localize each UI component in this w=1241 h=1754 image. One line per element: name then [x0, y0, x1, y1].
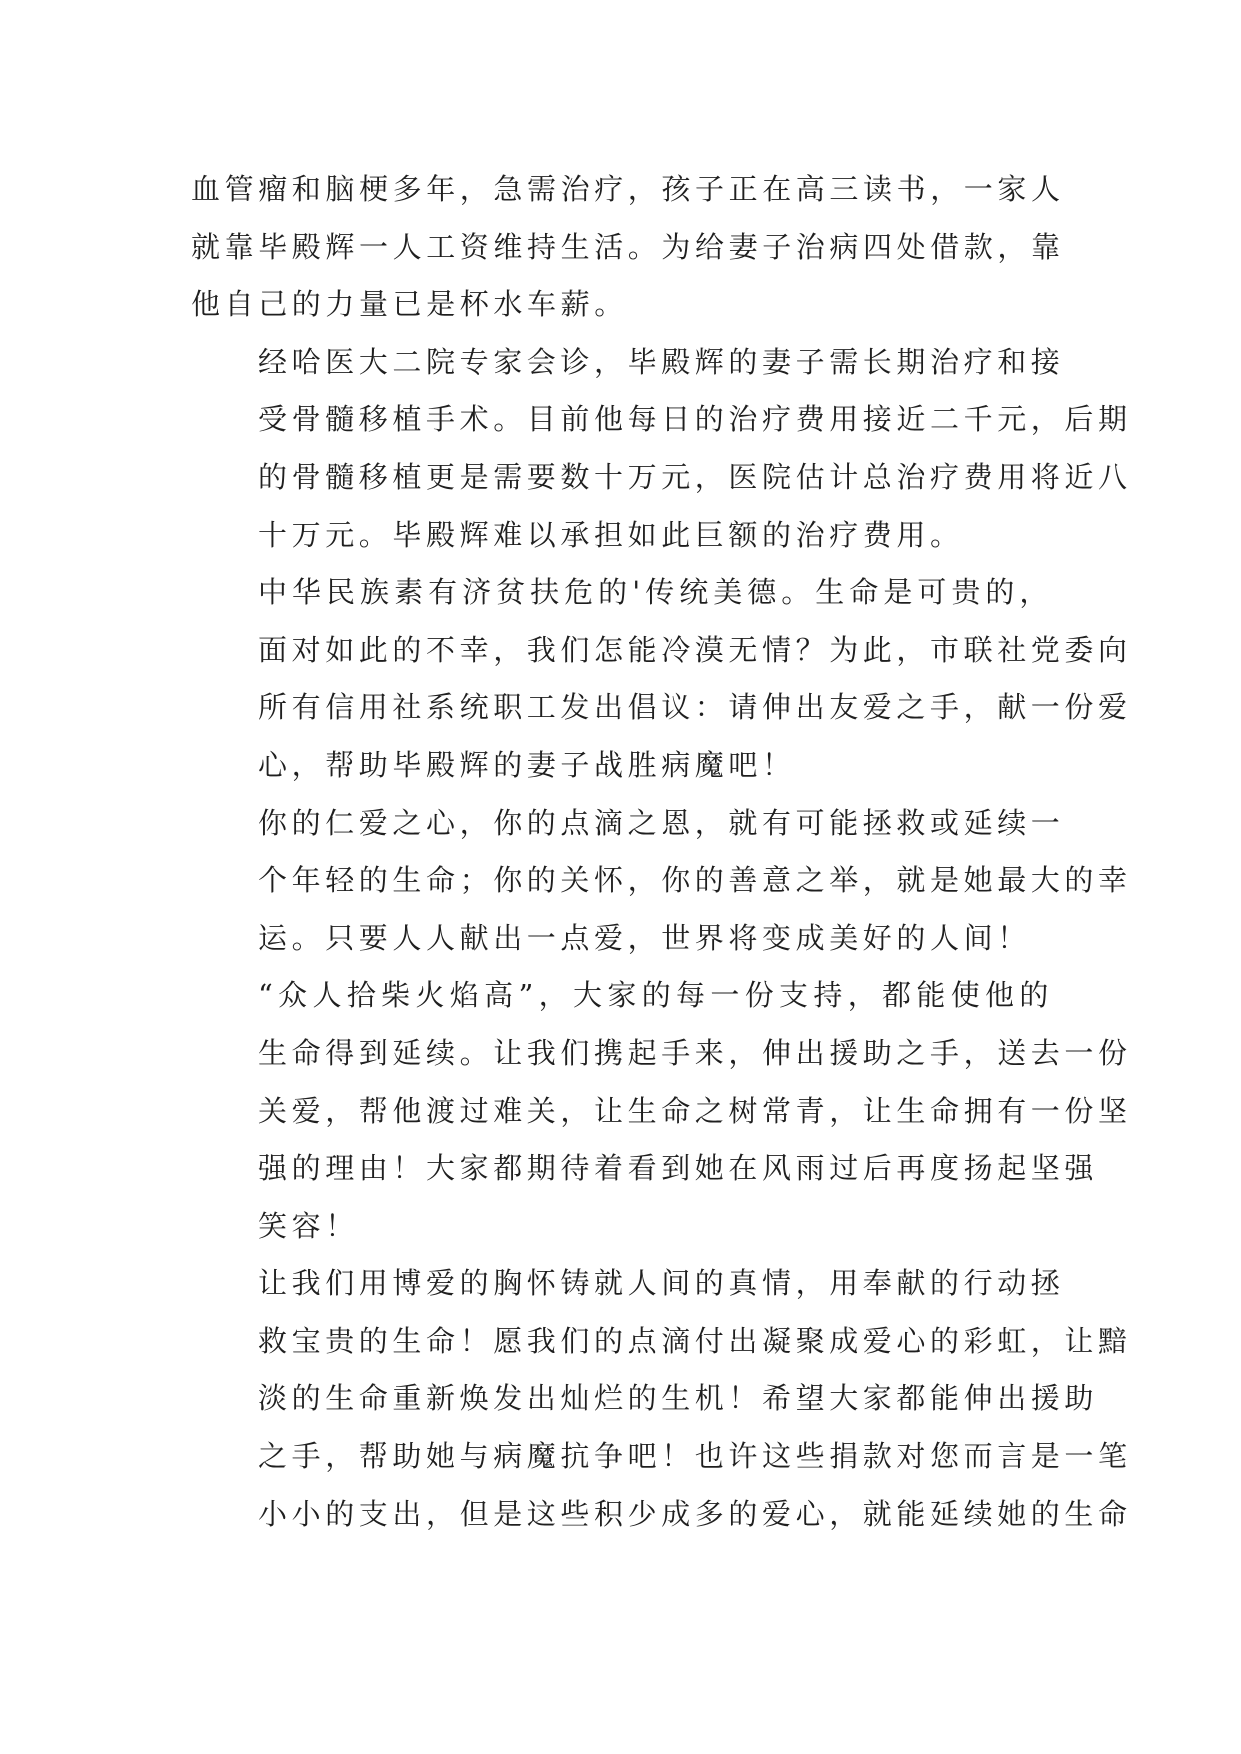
- text-line: 让我们用博爱的胸怀铸就人间的真情，用奉献的行动拯: [258, 1266, 1065, 1301]
- text-line: 淡的生命重新焕发出灿烂的生机！希望大家都能伸出援助: [258, 1381, 1099, 1416]
- paragraph: [191, 1255, 1132, 1543]
- text-line: “众人拾柴火焰高”，大家的每一份支持，都能使他的: [258, 978, 1053, 1013]
- paragraph: [191, 564, 1132, 794]
- paragraph: [191, 334, 1132, 564]
- text-line: 个年轻的生命；你的关怀，你的善意之举，就是她最大的幸: [258, 863, 1132, 898]
- text-line: 笑容！: [258, 1208, 359, 1243]
- text-line: 运。只要人人献出一点爱，世界将变成美好的人间！: [258, 920, 1031, 955]
- text-line: 小小的支出，但是这些积少成多的爱心，就能延续她的生命: [258, 1496, 1132, 1531]
- text-line: 心，帮助毕殿辉的妻子战胜病魔吧！: [258, 747, 796, 782]
- text-line: 面对如此的不幸，我们怎能冷漠无情？为此，市联社党委向: [258, 632, 1132, 667]
- paragraph: [191, 161, 1065, 334]
- text-line: 生命得到延续。让我们携起手来，伸出援助之手，送去一份: [258, 1035, 1132, 1070]
- text-line: 所有信用社系统职工发出倡议：请伸出友爱之手，献一份爱: [258, 690, 1132, 725]
- paragraph: [191, 967, 1132, 1255]
- text-line: 他自己的力量已是杯水车薪。: [191, 287, 628, 322]
- text-line: 你的仁爱之心，你的点滴之恩，就有可能拯救或延续一: [258, 805, 1065, 840]
- text-line: 关爱，帮他渡过难关，让生命之树常青，让生命拥有一份坚: [258, 1093, 1132, 1128]
- text-line: 救宝贵的生命！愿我们的点滴付出凝聚成爱心的彩虹，让黯: [258, 1323, 1132, 1358]
- document-body: [191, 161, 1132, 1543]
- text-line: 就靠毕殿辉一人工资维持生活。为给妻子治病四处借款，靠: [191, 229, 1065, 264]
- text-line: 之手，帮助她与病魔抗争吧！也许这些捐款对您而言是一笔: [258, 1439, 1132, 1474]
- text-line: 中华民族素有济贫扶危的'传统美德。生命是可贵的，: [258, 575, 1053, 610]
- paragraph: [191, 795, 1132, 968]
- text-line: 经哈医大二院专家会诊，毕殿辉的妻子需长期治疗和接: [258, 344, 1065, 379]
- text-line: 的骨髓移植更是需要数十万元，医院估计总治疗费用将近八: [258, 459, 1132, 494]
- text-line: 受骨髓移植手术。目前他每日的治疗费用接近二千元，后期: [258, 402, 1132, 437]
- text-line: 血管瘤和脑梗多年，急需治疗，孩子正在高三读书，一家人: [191, 172, 1065, 206]
- text-line: 强的理由！大家都期待着看到她在风雨过后再度扬起坚强: [258, 1151, 1099, 1186]
- text-line: 十万元。毕殿辉难以承担如此巨额的治疗费用。: [258, 517, 964, 552]
